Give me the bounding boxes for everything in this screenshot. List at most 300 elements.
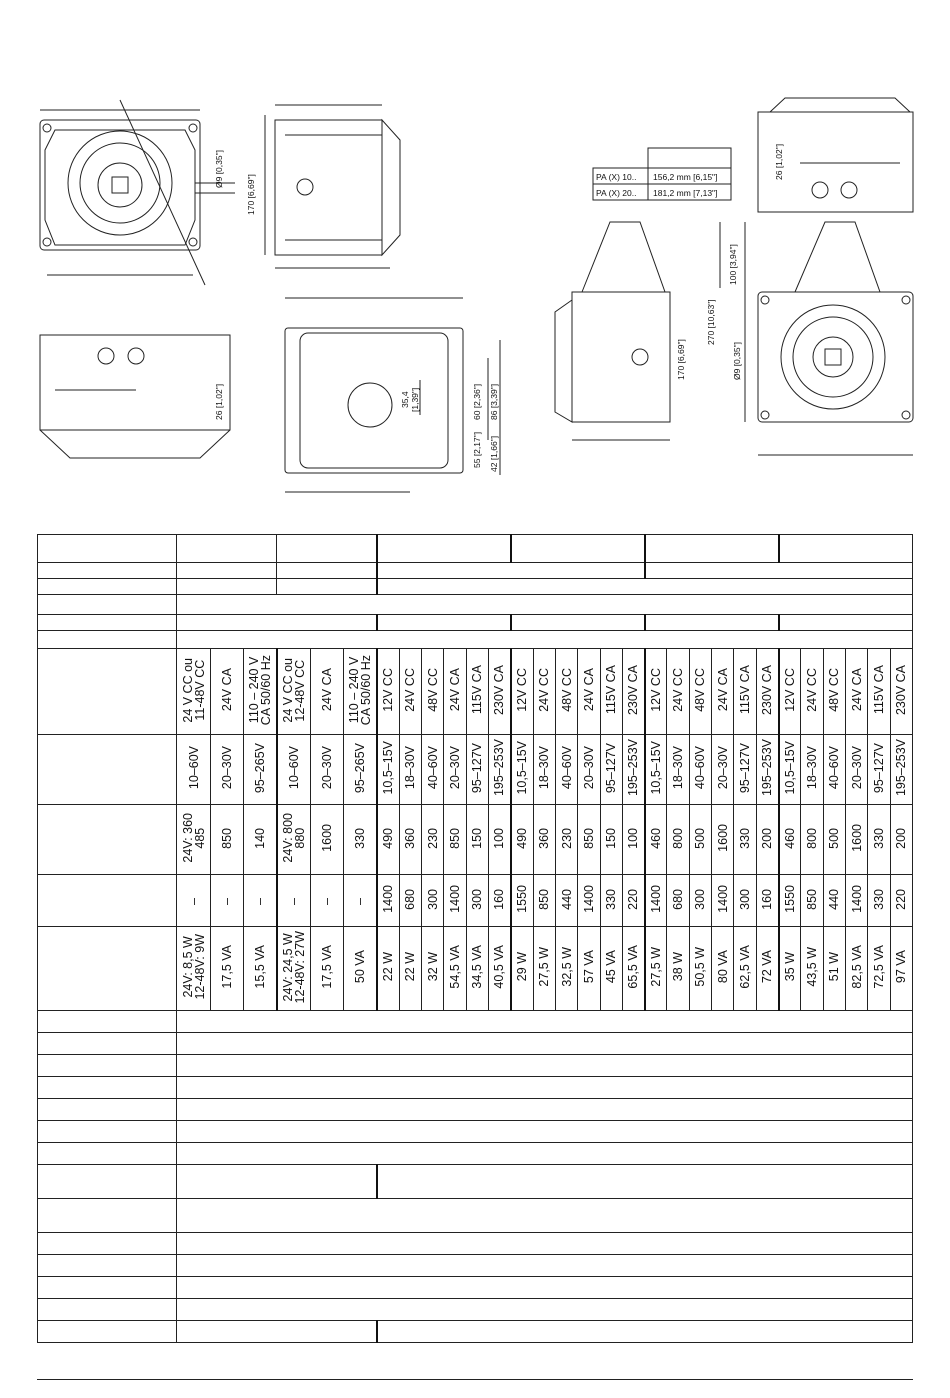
spec-cell [177,1199,913,1233]
spec-row-lower [38,1077,913,1099]
spec-row-voltages [38,649,913,735]
spec-cell-voltages [645,649,667,735]
currents-value: 200 [760,827,775,849]
spec-cell-power [667,927,689,1011]
group-cell [277,579,377,595]
spec-cell-ranges [578,735,600,805]
voltages-value: 48V CC [559,668,574,712]
row-label [38,927,177,1011]
spec-row-lower [38,1277,913,1299]
spec-cell-voltages [868,649,890,735]
inrush-value: 1400 [581,885,596,913]
spec-cell-currents [533,805,555,875]
row-label [38,735,177,805]
spec-cell-currents [511,805,533,875]
spec-cell-ranges [846,735,868,805]
spec-cell-voltages [533,649,555,735]
inrush-value: 1550 [515,885,530,913]
spec-cell-voltages [344,649,377,735]
inrush-value: 300 [470,888,485,910]
inrush-value: – [319,898,334,905]
spec-row-ranges [38,735,913,805]
spec-cell-voltages [756,649,778,735]
spec-cell-power [399,927,421,1011]
group-cell [177,535,277,563]
power-value: 43,5 W [805,947,820,987]
voltages-value: 230V CA [492,664,507,716]
currents-value: 1600 [715,824,730,852]
voltages-value: 110 – 240 V CA 50/60 Hz [246,654,273,726]
spec-cell-ranges [177,735,210,805]
spec-cell-currents [399,805,421,875]
currents-value: 1600 [849,824,864,852]
currents-value: 330 [738,827,753,849]
spec-cell-power [756,927,778,1011]
horn-side-view [555,222,670,440]
power-value: 17,5 VA [219,945,234,989]
spec-cell-ranges [344,735,377,805]
ranges-value: 95–127V [470,742,485,794]
front-view [40,100,265,285]
group-cell [377,615,511,631]
spec-cell [177,1055,913,1077]
spec-cell-power [622,927,644,1011]
spec-cell-voltages [846,649,868,735]
spec-cell-currents [555,805,577,875]
spec-cell-inrush [890,875,912,927]
row-label [38,595,177,615]
spec-cell-currents [756,805,778,875]
voltages-value: 48V CC [425,668,440,712]
spec-cell-inrush [210,875,243,927]
row-label [38,649,177,735]
spec-cell-ranges [868,735,890,805]
spec-row-lower [38,1299,913,1321]
voltages-value: 24V CA [319,668,334,712]
spec-cell-ranges [466,735,488,805]
row-label [38,631,177,649]
currents-value: 360 [403,827,418,849]
spec-cell-inrush [310,875,343,927]
model-row-1-name: PA (X) 10.. [596,172,637,182]
dim-mount-60: 60 [2,36"] [472,383,482,420]
dim-horn-100: 100 [3,94"] [728,244,738,285]
inrush-value: 440 [827,888,842,910]
header-row [38,535,913,563]
power-value: 72 VA [760,950,775,984]
spec-cell-power [466,927,488,1011]
spec-cell-currents [600,805,622,875]
spec-cell-inrush [823,875,845,927]
inrush-value: 1550 [782,885,797,913]
ranges-value: 40–60V [827,746,842,790]
header-row [38,615,913,631]
voltages-value: 24V CA [849,668,864,712]
spec-cell-power [177,927,210,1011]
spec-cell-inrush [377,875,399,927]
currents-value: 460 [782,827,797,849]
spec-cell-currents [823,805,845,875]
ranges-value: 40–60V [425,746,440,790]
voltages-value: 24V CC [537,668,552,712]
ranges-value: 195–253V [760,739,775,797]
spec-cell-inrush [689,875,711,927]
currents-value: 850 [219,827,234,849]
spec-cell-ranges [210,735,243,805]
ranges-value: 95–127V [738,742,753,794]
spec-cell-power [689,927,711,1011]
group-cell [277,563,377,579]
group-cell [177,631,913,649]
spec-cell-ranges [622,735,644,805]
voltages-value: 230V CA [760,664,775,716]
spec-cell [177,1011,913,1033]
spec-cell-ranges [533,735,555,805]
spec-row-power [38,927,913,1011]
inrush-value: 220 [626,888,641,910]
spec-cell-inrush [801,875,823,927]
ranges-value: 10,5–15V [381,741,396,795]
dim-mount-55: 55 [2,17"] [472,431,482,468]
currents-value: 360 [537,827,552,849]
power-value: 29 W [515,952,530,982]
inrush-value: 300 [693,888,708,910]
spec-cell-ranges [488,735,510,805]
spec-cell-ranges [310,735,343,805]
ranges-value: 18–30V [537,746,552,790]
spec-cell-inrush [533,875,555,927]
spec-cell-currents [177,805,210,875]
spec-cell [177,1033,913,1055]
spec-cell-currents [712,805,734,875]
power-value: 38 W [671,952,686,982]
power-value: 34,5 VA [470,945,485,989]
group-cell [177,563,277,579]
currents-value: 24V: 800 880 [280,813,307,863]
spec-cell-power [555,927,577,1011]
power-value: 35 W [782,952,797,982]
model-row-2-name: PA (X) 20.. [596,188,637,198]
voltages-value: 115V CA [871,665,886,715]
currents-value: 500 [827,827,842,849]
group-cell [645,535,779,563]
power-value: 51 W [827,952,842,982]
voltages-value: 24V CA [219,668,234,712]
inrush-value: 680 [671,888,686,910]
spec-cell-currents [444,805,466,875]
inrush-value: 1400 [715,885,730,913]
dim-total-270: 270 [10,63"] [706,299,716,345]
footer-rule [37,1379,913,1380]
spec-cell [377,1321,913,1343]
spec-row-lower [38,1321,913,1343]
header-row [38,595,913,615]
spec-cell-voltages [622,649,644,735]
ranges-value: 40–60V [559,746,574,790]
voltages-value: 24V CA [447,668,462,712]
power-value: 22 W [403,952,418,982]
dim-mount-86: 86 [3,39"] [489,383,499,420]
row-label [38,579,177,595]
spec-cell-currents [277,805,310,875]
spec-cell-inrush [667,875,689,927]
ranges-value: 95–127V [871,742,886,794]
power-value: 97 VA [894,950,909,984]
row-label [38,563,177,579]
header-row [38,631,913,649]
spec-row-lower [38,1011,913,1033]
currents-value: 200 [894,827,909,849]
spec-row-lower [38,1121,913,1143]
row-label [38,535,177,563]
spec-cell-voltages [578,649,600,735]
group-cell [177,579,277,595]
row-label [38,1299,177,1321]
currents-value: 24V: 360 485 [180,813,207,863]
spec-cell-power [533,927,555,1011]
voltages-value: 24V CA [581,668,596,712]
inrush-value: 850 [537,888,552,910]
inrush-value: 220 [894,888,909,910]
spec-cell-ranges [734,735,756,805]
spec-cell-power [645,927,667,1011]
spec-cell-voltages [667,649,689,735]
spec-cell-voltages [779,649,801,735]
power-value: 45 VA [604,950,619,984]
dim-right-hole: Ø9 [0,35"] [732,342,742,380]
power-value: 50,5 W [693,947,708,987]
group-cell [377,579,913,595]
ranges-value: 18–30V [805,746,820,790]
ranges-value: 20–30V [715,746,730,790]
currents-value: 800 [671,827,686,849]
dim-bottom-depth: 26 [1,02"] [214,383,224,420]
ranges-value: 95–127V [604,742,619,794]
dim-mount-35: 35,4 [400,391,410,408]
spec-row-lower [38,1255,913,1277]
spec-cell-inrush [277,875,310,927]
spec-cell-currents [890,805,912,875]
spec-cell-inrush [779,875,801,927]
spec-row-lower [38,1233,913,1255]
power-value: 57 VA [581,950,596,984]
voltages-value: 115V CA [470,665,485,715]
spec-cell-inrush [466,875,488,927]
ranges-value: 40–60V [693,746,708,790]
header-row [38,563,913,579]
ranges-value: 18–30V [403,746,418,790]
voltages-value: 115V CA [738,665,753,715]
ranges-value: 10,5–15V [782,741,797,795]
spec-cell [177,1255,913,1277]
model-row-2-value: 181,2 mm [7,13"] [653,188,718,198]
ranges-value: 195–253V [492,739,507,797]
dim-side-170: 170 [6,69"] [676,339,686,380]
spec-cell-ranges [645,735,667,805]
inrush-value: – [186,898,201,905]
inrush-value: 1400 [849,885,864,913]
power-value: 40,5 VA [492,945,507,989]
currents-value: 800 [805,827,820,849]
voltages-value: 12V CC [782,668,797,712]
spec-cell-inrush [600,875,622,927]
inrush-value: 330 [604,888,619,910]
spec-cell-power [578,927,600,1011]
group-cell [177,595,913,615]
power-value: 15,5 VA [252,945,267,989]
power-value: 27,5 W [649,947,664,987]
spec-cell-ranges [244,735,277,805]
spec-cell-voltages [444,649,466,735]
spec-cell-inrush [756,875,778,927]
spec-cell-voltages [277,649,310,735]
power-value: 50 VA [352,950,367,984]
spec-cell-currents [210,805,243,875]
currents-value: 460 [649,827,664,849]
spec-cell-power [600,927,622,1011]
spec-cell-voltages [801,649,823,735]
voltages-value: 12V CC [649,668,664,712]
spec-cell [177,1277,913,1299]
spec-cell-power [244,927,277,1011]
spec-cell-power [890,927,912,1011]
spec-cell-inrush [488,875,510,927]
ranges-value: 20–30V [319,746,334,790]
spec-cell-inrush [622,875,644,927]
inrush-value: 1400 [649,885,664,913]
spec-row-lower [38,1143,913,1165]
row-label [38,1143,177,1165]
row-label [38,1011,177,1033]
group-cell [177,615,377,631]
voltages-value: 24V CA [715,668,730,712]
spec-cell-ranges [600,735,622,805]
group-cell [377,563,645,579]
spec-cell-inrush [177,875,210,927]
ranges-value: 20–30V [219,746,234,790]
voltages-value: 48V CC [693,668,708,712]
spec-cell-inrush [645,875,667,927]
spec-cell-power [846,927,868,1011]
power-value: 65,5 VA [626,945,641,989]
ranges-value: 18–30V [671,746,686,790]
ranges-value: 20–30V [849,746,864,790]
power-value: 54,5 VA [447,945,462,989]
spec-cell-power [868,927,890,1011]
currents-value: 100 [492,827,507,849]
voltages-value: 24V CC [403,668,418,712]
spec-cell-voltages [511,649,533,735]
spec-cell-voltages [689,649,711,735]
currents-value: 150 [470,827,485,849]
voltages-value: 48V CC [827,668,842,712]
spec-cell-currents [377,805,399,875]
spec-cell-currents [846,805,868,875]
inrush-value: 850 [805,888,820,910]
row-label [38,1077,177,1099]
spec-cell-currents [344,805,377,875]
ranges-value: 195–253V [626,739,641,797]
ranges-value: 10–60V [286,746,301,790]
inrush-value: 160 [760,888,775,910]
spec-cell-inrush [421,875,443,927]
voltages-value: 12V CC [381,668,396,712]
spec-row-inrush [38,875,913,927]
spec-cell-voltages [712,649,734,735]
power-value: 62,5 VA [738,945,753,989]
spec-cell-power [488,927,510,1011]
spec-cell-power [277,927,310,1011]
row-label [38,1233,177,1255]
voltages-value: 12V CC [515,668,530,712]
spec-row-lower [38,1199,913,1233]
group-cell [277,535,377,563]
voltages-value: 110 – 240 V CA 50/60 Hz [346,654,373,726]
group-cell [511,615,645,631]
side-view [275,105,400,268]
row-label [38,1099,177,1121]
row-label [38,615,177,631]
spec-cell-ranges [511,735,533,805]
spec-row-lower [38,1055,913,1077]
voltages-value: 230V CA [626,664,641,716]
ranges-value: 95–265V [352,742,367,794]
spec-cell-voltages [177,649,210,735]
inrush-value: 1400 [447,885,462,913]
ranges-value: 195–253V [894,739,909,797]
power-value: 27,5 W [537,947,552,987]
row-label [38,1321,177,1343]
spec-cell-currents [667,805,689,875]
spec-cell-power [801,927,823,1011]
voltages-value: 24V CC [805,668,820,712]
power-value: 24V: 24,5 W 12-48V: 27W [280,930,307,1004]
spec-cell-ranges [444,735,466,805]
spec-cell-power [444,927,466,1011]
group-cell [779,535,913,563]
dim-front-hole: Ø9 [0,35"] [214,150,224,188]
spec-cell-inrush [712,875,734,927]
spec-cell-voltages [421,649,443,735]
power-value: 22 W [381,952,396,982]
row-label [38,1165,177,1199]
inrush-value: 330 [871,888,886,910]
spec-cell-currents [622,805,644,875]
spec-cell [177,1121,913,1143]
currents-value: 140 [252,827,267,849]
spec-cell-power [377,927,399,1011]
spec-cell-ranges [756,735,778,805]
spec-cell-ranges [377,735,399,805]
currents-value: 330 [352,827,367,849]
spec-cell-power [210,927,243,1011]
spec-cell-power [344,927,377,1011]
spec-cell-power [310,927,343,1011]
power-value: 72,5 VA [871,945,886,989]
spec-cell-voltages [734,649,756,735]
group-cell [645,615,779,631]
model-row-1-value: 156,2 mm [6,15"] [653,172,718,182]
inrush-value: – [286,898,301,905]
voltages-value: 115V CA [604,665,619,715]
inrush-value: 1400 [381,885,396,913]
spec-cell-power [823,927,845,1011]
row-label [38,1033,177,1055]
horn-front-view [720,222,913,455]
inrush-value: 160 [492,888,507,910]
inrush-value: – [352,898,367,905]
spec-cell-currents [645,805,667,875]
